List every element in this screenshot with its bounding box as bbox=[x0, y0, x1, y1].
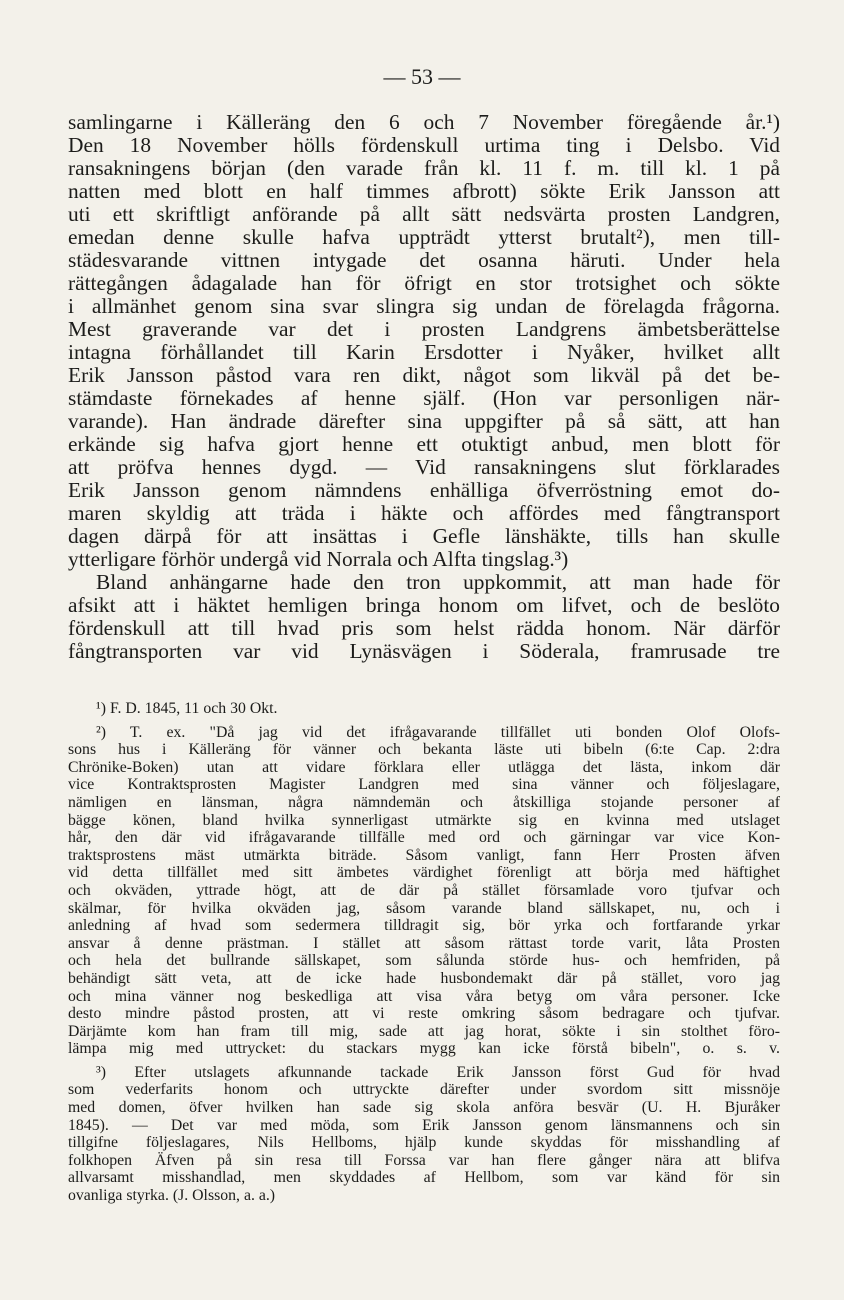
footnote-1: ¹) F. D. 1845, 11 och 30 Okt. bbox=[96, 700, 278, 717]
footnote-3-line: med domen, öfver hvilken han sade sig skola anföra besvär (U. H. Bjuråker bbox=[68, 1099, 780, 1117]
footnote-2-line: hår, den där vid ifrågavarande tillfälle med ord och gärningar var vice Kon- bbox=[68, 829, 780, 847]
footnote-2-line: vid detta tillfället med sitt ämbetes värdighet förenligt att börja med häftighet bbox=[68, 864, 780, 882]
footnote-3-line: allvarsamt misshandlad, men skyddades af Hellbom, som var känd för sin bbox=[68, 1169, 780, 1187]
page-number: — 53 — bbox=[383, 64, 461, 89]
footnote-2-line: bägge könen, bland hvilka synnerligast utmärkte sig en kvinna med utslaget bbox=[68, 811, 780, 829]
footnote-2-line: ²) T. ex. "Då jag vid det ifrågavarande tillfället uti bonden Olof Olofs- bbox=[96, 723, 780, 741]
text-line: uti ett skriftligt anförande på allt sätt nedsvärta prosten Landgren, bbox=[68, 202, 780, 226]
text-line: fångtransporten var vid Lynäsvägen i Söderala, framrusade tre bbox=[68, 639, 780, 663]
footnote-2-line: sons hus i Källeräng för vänner och bekanta läste uti bibeln (6:te Cap. 2:dra bbox=[68, 741, 780, 759]
footnote-2-line: lämpa mig med uttrycket: du stackars mygg kan icke förstå bibeln", o. s. v. bbox=[68, 1040, 780, 1058]
text-line: samlingarne i Källeräng den 6 och 7 November föregående år.¹) bbox=[68, 110, 780, 134]
text-line: ransakningens början (den varade från kl. 11 f. m. till kl. 1 på bbox=[68, 156, 780, 180]
footnote-2-line: och okväden, yttrade högt, att de där på stället församlade voro tjufvar och bbox=[68, 881, 780, 899]
text-line: afsikt att i häktet hemligen bringa honom om lifvet, och de beslöto bbox=[68, 593, 780, 617]
text-line: varande). Han ändrade därefter sina uppgifter på så sätt, att han bbox=[68, 409, 780, 433]
footnote-2-line: ansvar å denne prästman. I stället att såsom rättast torde varit, låta Prosten bbox=[68, 934, 780, 952]
footnote-2-line: vice Kontraktsprosten Magister Landgren med sina vänner och följeslagare, bbox=[68, 776, 780, 794]
footnote-2-line: nämligen en länsman, några nämndemän och åtskilliga stojande personer af bbox=[68, 793, 780, 811]
footnote-2-line: och mina vänner nog beskedliga att visa våra betyg om våra personer. Icke bbox=[68, 987, 780, 1005]
text-line: ytterligare förhör undergå vid Norrala och Alfta tingslag.³) bbox=[68, 547, 569, 571]
text-line: att pröfva hennes dygd. — Vid ransakningens slut förklarades bbox=[68, 455, 780, 479]
footnote-3-line: ovanliga styrka. (J. Olsson, a. a.) bbox=[68, 1187, 276, 1205]
footnote-3-line: som vederfarits honom och uttryckte därefter under svordom sitt missnöje bbox=[68, 1081, 780, 1099]
text-line: stämdaste förnekades af henne själf. (Hon var personligen när- bbox=[68, 386, 780, 410]
text-line: Erik Jansson påstod vara ren dikt, något som likväl på det be- bbox=[68, 363, 780, 387]
footnote-2-line: Chrönike-Boken) utan att vidare förklara eller utlägga det lästa, inkom där bbox=[68, 758, 780, 776]
footnote-2-line: anledning af hvad som sedermera tilldragit sig, bör yrka och fortfarande yrkar bbox=[68, 917, 780, 935]
text-line: erkände sig hafva gjort henne ett otuktigt anbud, men blott för bbox=[68, 432, 780, 456]
text-line: Mest graverande var det i prosten Landgrens ämbetsberättelse bbox=[68, 317, 780, 341]
footnote-2-line: skälmar, för hvilka okväden jag, såsom varande bland sällskapet, nu, och i bbox=[68, 899, 780, 917]
footnote-3-line: folkhopen Äfven på sin resa till Forssa var han flere gånger nära att blifva bbox=[68, 1151, 780, 1169]
footnote-2-line: traktsprostens mäst utmärkta biträde. Såsom vanligt, fann Herr Prosten äfven bbox=[68, 846, 780, 864]
footnote-2-line: Därjämte kom han fram till mig, sade att jag horat, sökte i sin stolthet föro- bbox=[68, 1022, 780, 1040]
main-text bbox=[68, 111, 780, 663]
text-line: Den 18 November hölls fördenskull urtima ting i Delsbo. Vid bbox=[68, 133, 780, 157]
footnote-2-line: och hela det bullrande sällskapet, som sålunda störde hus- och hemfriden, på bbox=[68, 952, 780, 970]
footnote-2-line: behändigt sätt veta, att de icke hade husbondemakt där på stället, voro jag bbox=[68, 969, 780, 987]
text-line: dagen därpå för att insättas i Gefle länshäkte, tills han skulle bbox=[68, 524, 780, 548]
text-line: intagna förhållandet till Karin Ersdotter i Nyåker, hvilket allt bbox=[68, 340, 780, 364]
footnote-3-line: 1845). — Det var med möda, som Erik Jansson genom länsmannens och sin bbox=[68, 1116, 780, 1134]
footnote-2-line: desto mindre påstod prosten, att vi reste omkring såsom bedragare och tjufvar. bbox=[68, 1005, 780, 1023]
text-line: rättegången ådagalade han för öfrigt en stor trotsighet och sökte bbox=[68, 271, 780, 295]
text-line: i allmänhet genom sina svar slingra sig undan de förelagda frågorna. bbox=[68, 294, 780, 318]
text-line: Erik Jansson genom nämndens enhälliga öfverröstning emot do- bbox=[68, 478, 780, 502]
text-line: emedan denne skulle hafva uppträdt ytterst brutalt²), men till- bbox=[68, 225, 780, 249]
footnote-3-line: ³) Efter utslagets afkunnande tackade Erik Jansson först Gud för hvad bbox=[96, 1063, 780, 1081]
text-line: städesvarande vittnen intygade det osanna häruti. Under hela bbox=[68, 248, 780, 272]
text-line: fördenskull att till hvad pris som helst rädda honom. När därför bbox=[68, 616, 780, 640]
text-line: natten med blott en half timmes afbrott) sökte Erik Jansson att bbox=[68, 179, 780, 203]
text-line: Bland anhängarne hade den tron uppkommit, att man hade för bbox=[96, 570, 780, 594]
text-line: maren skyldig att träda i häkte och affördes med fångtransport bbox=[68, 501, 780, 525]
footnote-3-line: tillgifne följeslagares, Nils Hellboms, hjälp kunde skyddas för misshandling af bbox=[68, 1134, 780, 1152]
footnotes bbox=[68, 700, 780, 1205]
